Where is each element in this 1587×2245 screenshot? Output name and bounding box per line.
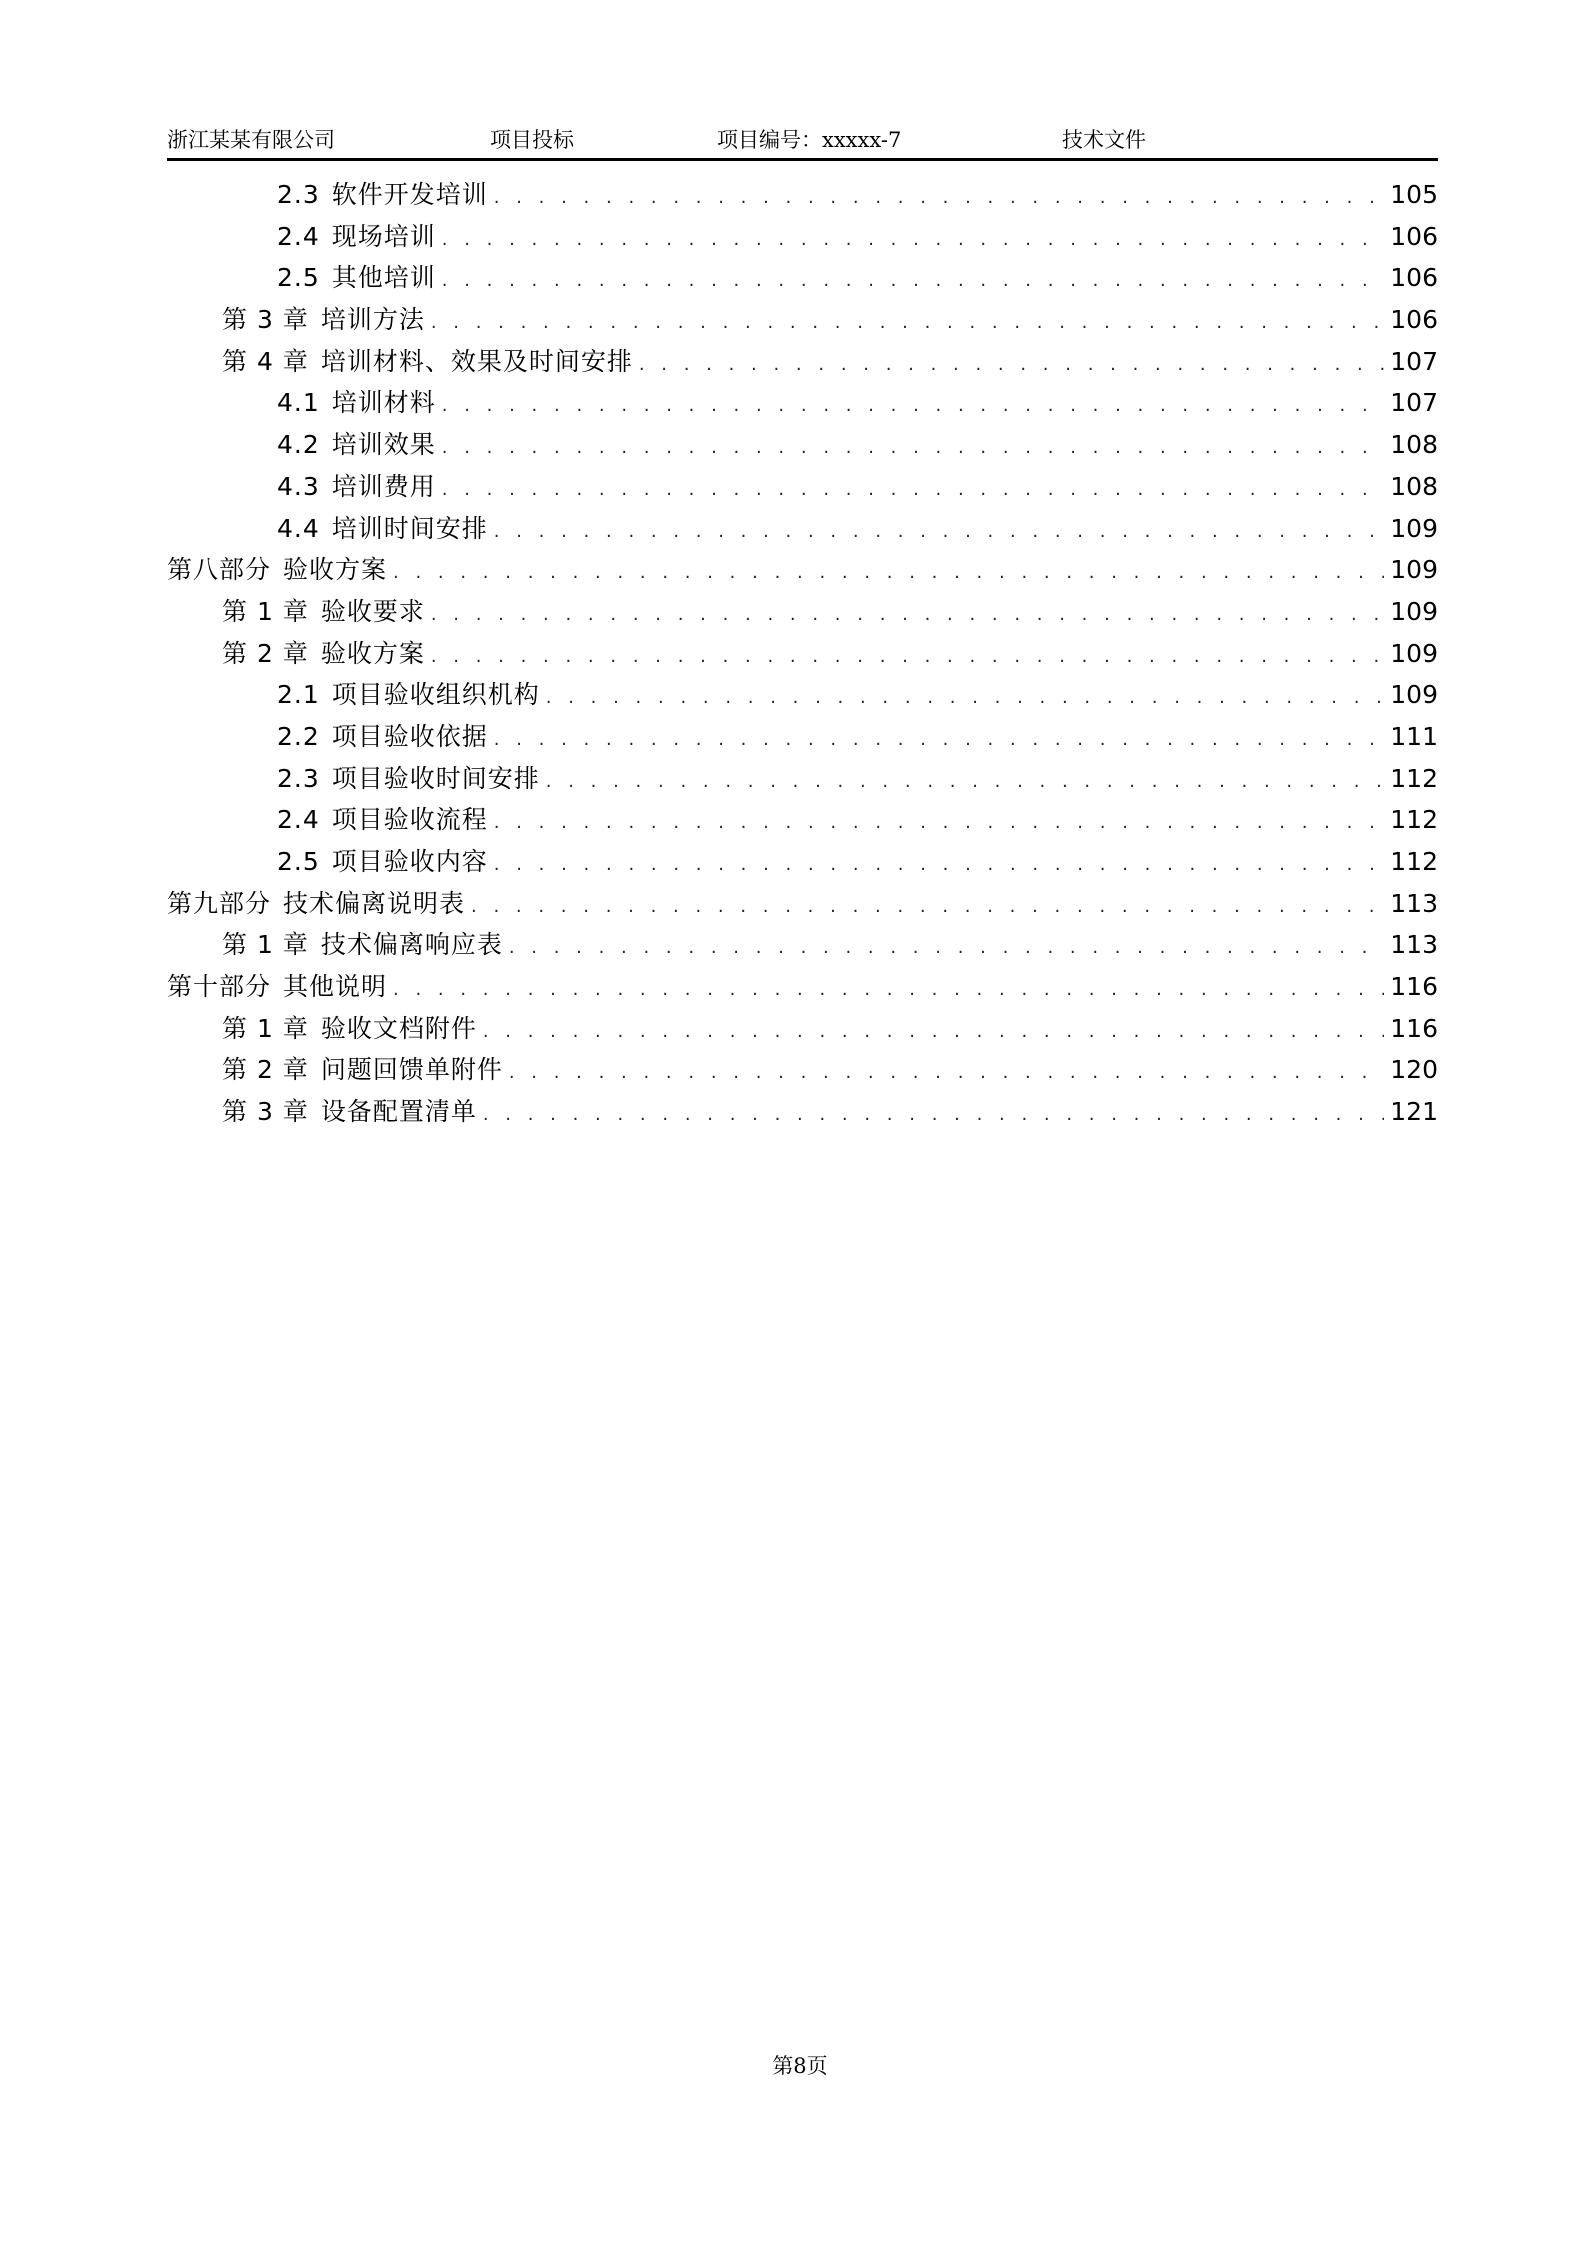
- header-project: 项目投标: [490, 128, 574, 152]
- toc-entry-number: 第 2 章: [222, 1055, 309, 1085]
- toc-entry[interactable]: [167, 634, 1438, 676]
- toc-entry[interactable]: [167, 258, 1438, 300]
- toc-leader-dots: [546, 771, 1385, 792]
- toc-entry-number: 第 4 章: [222, 346, 309, 376]
- toc-leader-dots: [494, 187, 1385, 208]
- toc-entry[interactable]: [167, 925, 1438, 967]
- toc-entry-page: 120: [1390, 1055, 1438, 1085]
- toc-entry-number: 第 2 章: [222, 638, 309, 668]
- toc-entry-title: 软件开发培训: [331, 180, 488, 209]
- toc-entry[interactable]: [167, 592, 1438, 634]
- toc-entry-title: 项目验收时间安排: [331, 763, 540, 793]
- toc-entry-page: 105: [1390, 180, 1438, 209]
- toc-entry-number: 2.3: [277, 763, 320, 793]
- toc-entry-title: 验收方案: [320, 638, 425, 668]
- toc-entry[interactable]: [167, 884, 1438, 926]
- toc-entry-title: 技术偏离说明表: [283, 888, 466, 918]
- toc-entry-page: 113: [1390, 888, 1438, 918]
- toc-entry-title: 培训材料、效果及时间安排: [320, 346, 633, 376]
- toc-entry-page: 109: [1390, 680, 1438, 710]
- toc-entry[interactable]: [167, 842, 1438, 884]
- toc-leader-dots: [509, 937, 1384, 958]
- toc-entry-number: 4.1: [277, 388, 320, 418]
- toc-entry[interactable]: [167, 800, 1438, 842]
- toc-leader-dots: [442, 395, 1385, 416]
- toc-entry-title: 验收方案: [283, 555, 388, 585]
- toc-leader-dots: [639, 354, 1384, 375]
- toc-entry-number: 4.3: [277, 471, 320, 501]
- toc-entry[interactable]: [167, 217, 1438, 259]
- header-project-no: 项目编号：xxxxx-7: [717, 128, 902, 152]
- toc-entry-title: 培训材料: [331, 388, 436, 418]
- toc-leader-dots: [494, 812, 1385, 833]
- toc-entry-title: 其他说明: [283, 972, 388, 1002]
- toc-leader-dots: [483, 1021, 1384, 1042]
- toc-leader-dots: [393, 979, 1384, 1000]
- toc-entry-number: 2.4: [277, 221, 320, 251]
- toc-entry-page: 106: [1390, 305, 1438, 335]
- toc-entry-page: 107: [1390, 388, 1438, 418]
- toc-leader-dots: [442, 229, 1385, 250]
- toc-leader-dots: [494, 854, 1385, 875]
- toc-entry-title: 项目验收依据: [331, 721, 488, 751]
- page-number: 第8页: [772, 2054, 828, 2078]
- toc-entry[interactable]: [167, 759, 1438, 801]
- toc-entry-title: 验收要求: [320, 596, 425, 626]
- toc-entry-page: 109: [1390, 638, 1438, 668]
- toc-leader-dots: [393, 562, 1384, 583]
- toc-entry-page: 109: [1390, 555, 1438, 585]
- toc-entry[interactable]: [167, 342, 1438, 384]
- toc-entry[interactable]: [167, 1092, 1438, 1134]
- toc-entry-title: 问题回馈单附件: [320, 1055, 503, 1085]
- toc-entry-number: 4.4: [277, 513, 320, 543]
- toc-entry[interactable]: [167, 425, 1438, 467]
- toc-entry-page: 107: [1390, 346, 1438, 376]
- toc-entry-number: 第 3 章: [222, 1097, 309, 1127]
- toc-entry-title: 培训方法: [320, 305, 425, 335]
- toc-entry[interactable]: [167, 383, 1438, 425]
- toc-leader-dots: [442, 437, 1385, 458]
- toc-entry-number: 第八部分: [167, 555, 272, 585]
- header-company: 浙江某某有限公司: [167, 128, 335, 152]
- toc-entry-page: 109: [1390, 513, 1438, 543]
- toc-entry[interactable]: [167, 550, 1438, 592]
- toc-entry-number: 第十部分: [167, 972, 272, 1002]
- toc-entry-number: 第九部分: [167, 888, 272, 918]
- toc-leader-dots: [431, 646, 1384, 667]
- toc-entry[interactable]: [167, 967, 1438, 1009]
- toc-entry-page: 112: [1390, 763, 1438, 793]
- toc-entry-number: 4.2: [277, 430, 320, 460]
- toc-entry-title: 项目验收组织机构: [331, 680, 540, 710]
- toc-entry-page: 108: [1390, 471, 1438, 501]
- toc-entry-title: 项目验收内容: [331, 847, 488, 876]
- toc-entry-page: 116: [1390, 972, 1438, 1002]
- toc-entry-page: 106: [1390, 221, 1438, 251]
- toc-entry-page: 106: [1390, 263, 1438, 293]
- toc-entry[interactable]: [167, 467, 1438, 509]
- toc-entry-page: 112: [1390, 847, 1438, 876]
- toc-entry-page: 109: [1390, 596, 1438, 626]
- toc-entry-page: 121: [1390, 1097, 1438, 1127]
- toc-entry-title: 项目验收流程: [331, 805, 488, 835]
- toc-entry[interactable]: [167, 675, 1438, 717]
- toc-entry-title: 验收文档附件: [320, 1013, 477, 1043]
- toc-entry-title: 培训费用: [331, 471, 436, 501]
- toc-entry[interactable]: [167, 1050, 1438, 1092]
- toc-entry-page: 113: [1390, 930, 1438, 960]
- toc-entry-number: 第 3 章: [222, 305, 309, 335]
- toc-leader-dots: [483, 1104, 1384, 1125]
- toc-entry-number: 2.3: [277, 180, 320, 209]
- toc-leader-dots: [494, 521, 1385, 542]
- toc-entry-number: 第 1 章: [222, 930, 309, 960]
- toc-entry-title: 培训效果: [331, 430, 436, 460]
- toc-entry[interactable]: [167, 1009, 1438, 1051]
- toc-leader-dots: [431, 312, 1384, 333]
- toc-entry-title: 技术偏离响应表: [320, 930, 503, 960]
- toc-leader-dots: [442, 479, 1385, 500]
- toc-leader-dots: [442, 270, 1385, 291]
- toc-entry[interactable]: [167, 717, 1438, 759]
- toc-entry-number: 2.4: [277, 805, 320, 835]
- toc-entry-title: 培训时间安排: [331, 513, 488, 543]
- toc-entry-number: 2.2: [277, 721, 320, 751]
- toc-entry[interactable]: [167, 300, 1438, 342]
- table-of-contents: [167, 175, 1438, 1134]
- toc-entry-title: 设备配置清单: [320, 1097, 477, 1127]
- toc-leader-dots: [509, 1062, 1384, 1083]
- toc-entry-number: 2.5: [277, 263, 320, 293]
- toc-leader-dots: [431, 604, 1384, 625]
- header-divider: [167, 158, 1438, 161]
- toc-entry-title: 现场培训: [331, 221, 436, 251]
- toc-entry-page: 108: [1390, 430, 1438, 460]
- header-doc-type: 技术文件: [1062, 128, 1146, 152]
- toc-entry-page: 116: [1390, 1013, 1438, 1043]
- toc-entry-number: 2.1: [277, 680, 320, 710]
- toc-leader-dots: [546, 687, 1385, 708]
- toc-leader-dots: [471, 896, 1384, 917]
- toc-entry-page: 111: [1390, 721, 1438, 751]
- toc-entry[interactable]: [167, 175, 1438, 217]
- toc-entry-number: 2.5: [277, 847, 320, 876]
- toc-leader-dots: [494, 729, 1385, 750]
- toc-entry-number: 第 1 章: [222, 596, 309, 626]
- toc-entry-title: 其他培训: [331, 263, 436, 293]
- toc-entry-number: 第 1 章: [222, 1013, 309, 1043]
- toc-entry[interactable]: [167, 509, 1438, 551]
- toc-entry-page: 112: [1390, 805, 1438, 835]
